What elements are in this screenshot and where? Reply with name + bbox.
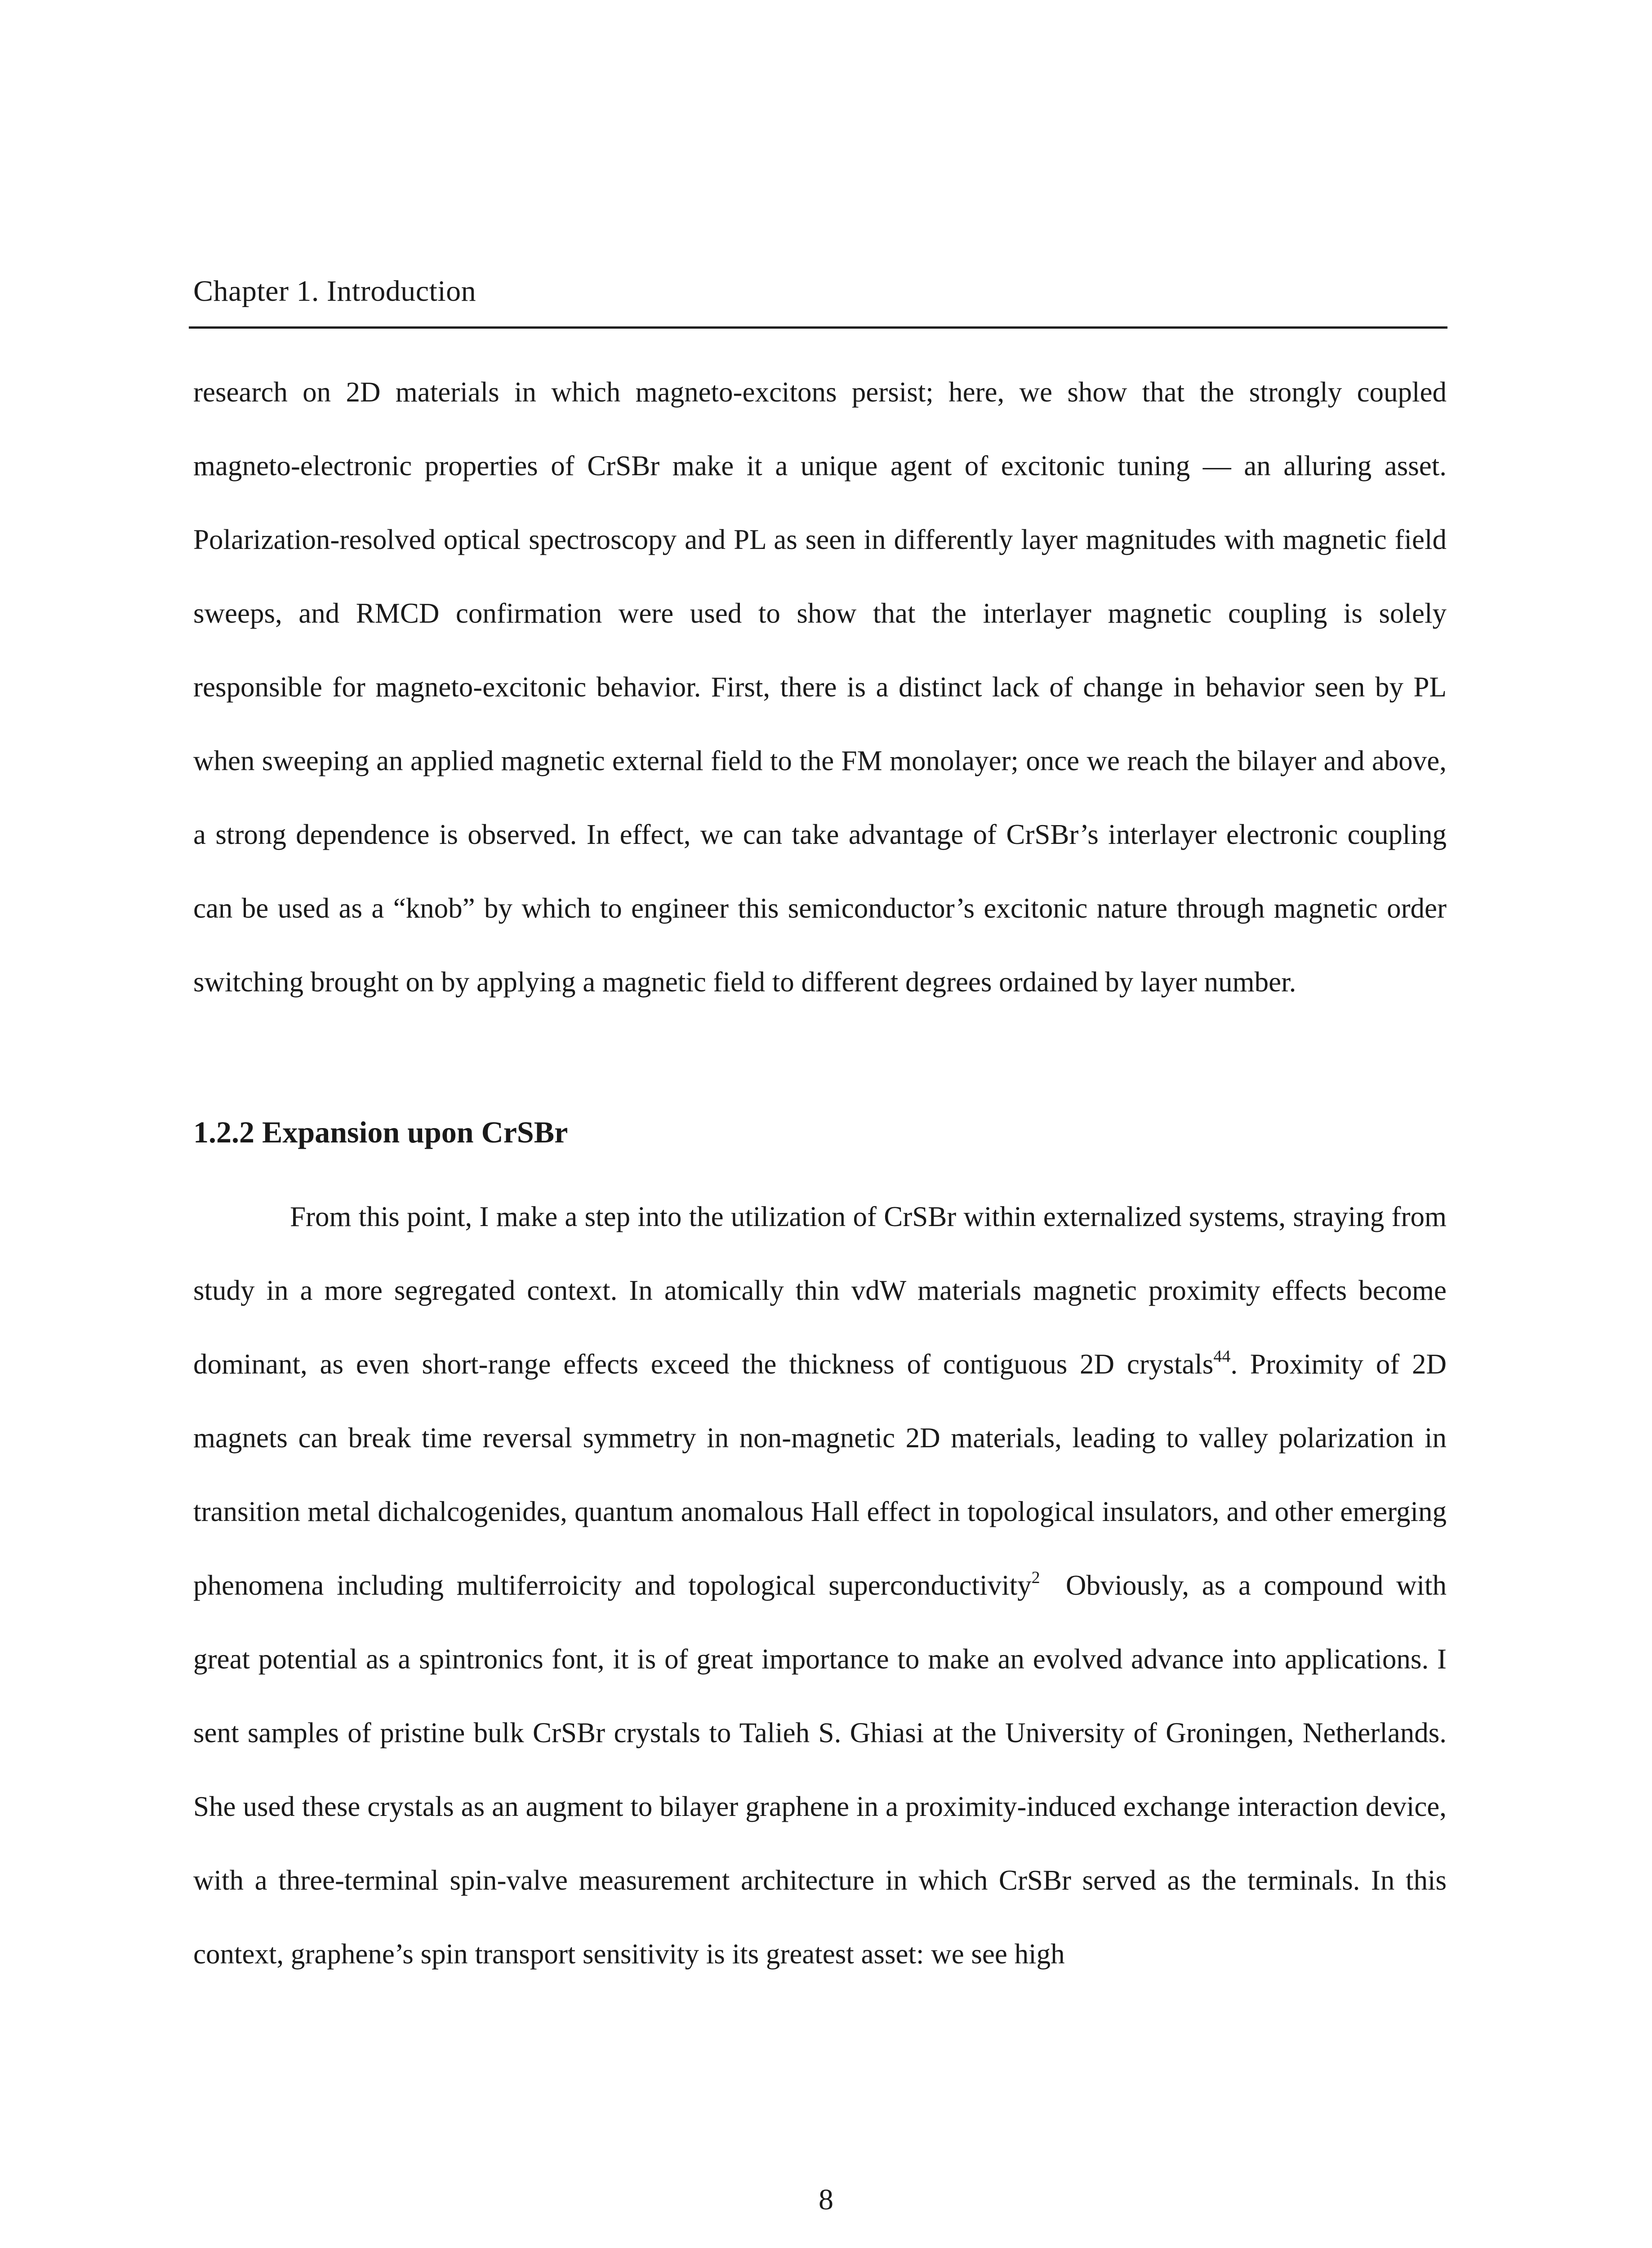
page-number: 8 xyxy=(819,2183,833,2216)
body-paragraph xyxy=(193,1180,1454,1991)
paragraph-text-part1: From this point, I make a step into the utilization of CrSBr within externalized systems, straying from study in a more segregated context. In atomically thin vdW materials magnetic proximity effects become dominant, as even short-range effects exceed the thickness of contiguous 2D crystals xyxy=(193,1201,1447,1380)
paragraph-text-part2: . Proximity of 2D magnets can break time reversal symmetry in non-magnetic 2D materials, leading to valley polarization in transition metal dichalcogenides, quantum anomalous Hall effect in topological insulators, and other emerging phenomena including multiferroicity and topological superconductivity xyxy=(193,1348,1447,1601)
header-rule xyxy=(189,326,1447,329)
running-header: Chapter 1. Introduction xyxy=(193,275,476,308)
paragraph-text-part3: Obviously, as a compound with great potential as a spintronics font, it is of great importance to make an evolved advance into applications. I sent samples of pristine bulk CrSBr crystals to Talieh S. Ghiasi at the University of Groningen, Netherlands. She used these crystals as an augment to bilayer graphene in a proximity-induced exchange interaction device, with a three-terminal spin-valve measurement architecture in which CrSBr served as the terminals. In this context, graphene’s spin transport sensitivity is its greatest asset: we see high xyxy=(193,1570,1454,1970)
citation-ref-44: 44 xyxy=(1213,1347,1231,1366)
body-paragraph-continued: research on 2D materials in which magneto-excitons persist; here, we show that the strongly coupled magneto-electronic properties of CrSBr make it a unique agent of excitonic tuning — an alluring asset. Polarization-resolved optical spectroscopy and PL as seen in differently layer magnitudes with magnetic field sweeps, and RMCD confirmation were used to show that the interlayer magnetic coupling is solely responsible for magneto-excitonic behavior. First, there is a distinct lack of change in behavior seen by PL when sweeping an applied magnetic external field to the FM monolayer; once we reach the bilayer and above, a strong dependence is observed. In effect, we can take advantage of CrSBr’s interlayer electronic coupling can be used as a “knob” by which to engineer this semiconductor’s excitonic nature through magnetic order switching brought on by applying a magnetic field to different degrees ordained by layer number. xyxy=(193,376,1447,998)
section-heading: 1.2.2 Expansion upon CrSBr xyxy=(193,1115,568,1149)
citation-ref-2: 2 xyxy=(1031,1568,1040,1587)
